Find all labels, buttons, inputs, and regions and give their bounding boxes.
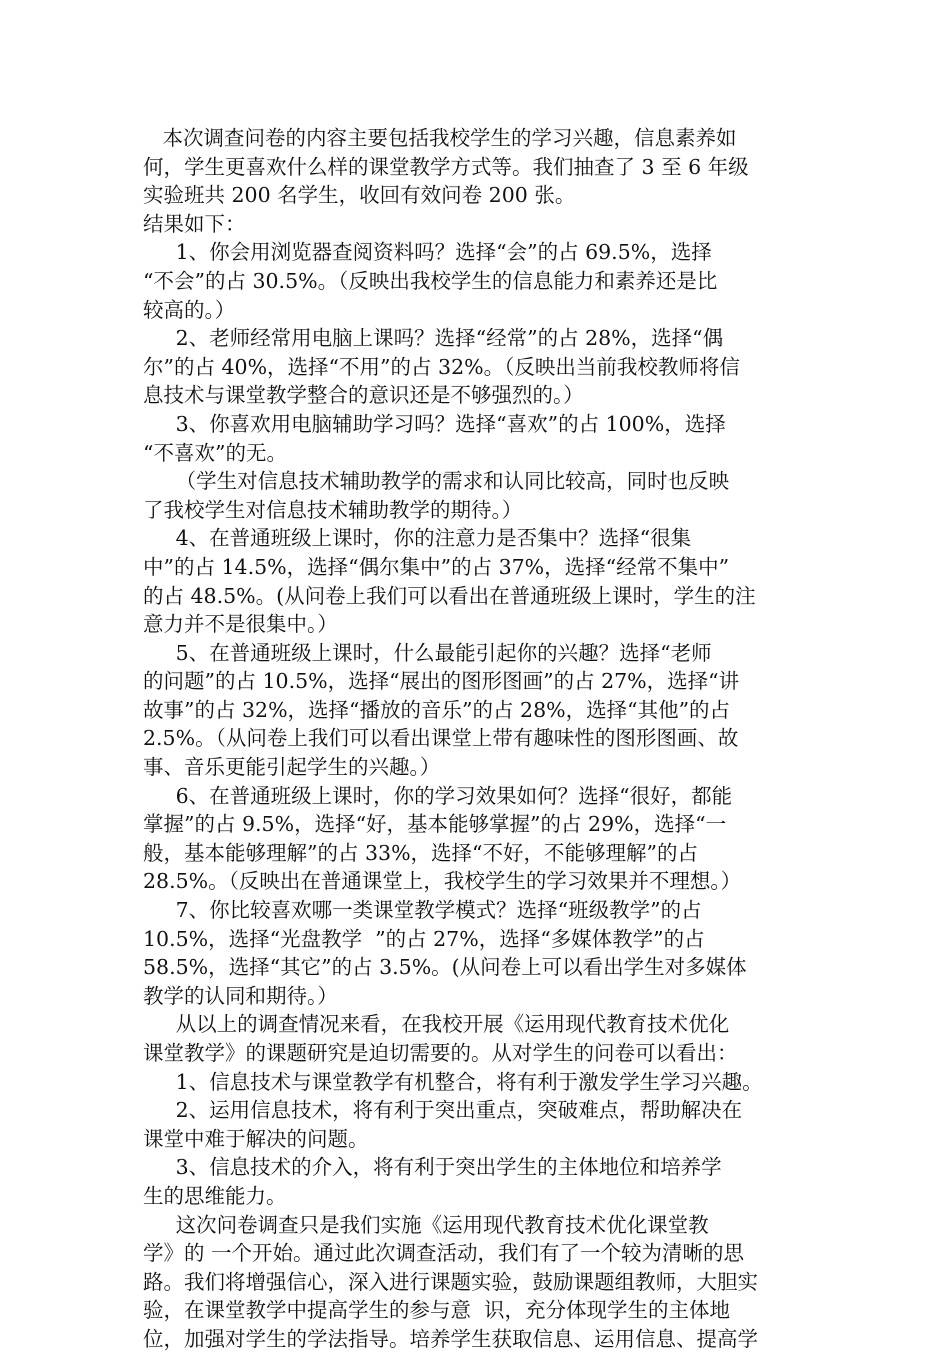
text-line: 的占 48.5%。(从问卷上我们可以看出在普通班级上课时，学生的注 <box>143 583 756 608</box>
text-line: 课堂教学》的课题研究是迫切需要的。从对学生的问卷可以看出： <box>143 1041 738 1065</box>
text-line: 7、你比较喜欢哪一类课堂教学模式？选择“班级教学”的占 <box>143 898 702 923</box>
text-line: 息技术与课堂教学整合的意识还是不够强烈的。） <box>143 383 584 408</box>
text-line: 故事”的占 32%，选择“播放的音乐”的占 28%，选择“其他”的占 <box>143 697 731 722</box>
text-line: 本次调查问卷的内容主要包括我校学生的学习兴趣，信息素养如 <box>143 126 737 150</box>
text-line: “不喜欢”的无。 <box>143 440 287 465</box>
text-line: 般，基本能够理解”的占 33%，选择“不好，不能够理解”的占 <box>143 840 699 865</box>
text-line: 结果如下： <box>143 211 246 236</box>
text-line: 位，加强对学生的学法指导。培养学生获取信息、运用信息、提高学 <box>143 1326 758 1351</box>
text-line: 6、在普通班级上课时，你的学习效果如何？选择“很好，都能 <box>143 783 733 808</box>
text-line: 28.5%。（反映出在普通课堂上，我校学生的学习效果并不理想。） <box>143 869 742 894</box>
text-line: 较高的。） <box>143 297 236 322</box>
text-line: 验，在课堂教学中提高学生的参与意 识，充分体现学生的主体地 <box>143 1298 731 1323</box>
text-line: 2.5%。（从问卷上我们可以看出课堂上带有趣味性的图形图画、故 <box>143 726 739 751</box>
document-body <box>143 124 823 1354</box>
text-line: 课堂中难于解决的问题。 <box>143 1126 369 1151</box>
text-line: （学生对信息技术辅助教学的需求和认同比较高，同时也反映 <box>143 469 730 494</box>
text-line: 5、在普通班级上课时，什么最能引起你的兴趣？选择“老师 <box>143 640 712 665</box>
text-line: 这次问卷调查只是我们实施《运用现代教育技术优化课堂教 <box>143 1212 709 1237</box>
text-line: 事、音乐更能引起学生的兴趣。） <box>143 755 441 780</box>
text-line: 的问题”的占 10.5%，选择“展出的图形图画”的占 27%，选择“讲 <box>143 669 740 694</box>
text-line: 路。我们将增强信心，深入进行课题实验，鼓励课题组教师，大胆实 <box>143 1269 758 1294</box>
text-line: 10.5%，选择“光盘教学 ”的占 27%，选择“多媒体教学”的占 <box>143 926 705 951</box>
text-line: 中”的占 14.5%，选择“偶尔集中”的占 37%，选择“经常不集中” <box>143 554 730 579</box>
text-line: 掌握”的占 9.5%，选择“好，基本能够掌握”的占 29%，选择“一 <box>143 812 727 837</box>
text-line: 教学的认同和期待。） <box>143 983 338 1008</box>
text-line: 2、老师经常用电脑上课吗？选择“经常”的占 28%，选择“偶 <box>143 326 724 351</box>
text-line: 1、信息技术与课堂教学有机整合，将有利于激发学生学习兴趣。 <box>143 1069 763 1094</box>
text-line: 实验班共 200 名学生，收回有效问卷 200 张。 <box>143 183 576 208</box>
text-line: 了我校学生对信息技术辅助教学的期待。） <box>143 497 523 522</box>
text-line: 58.5%，选择“其它”的占 3.5%。(从问卷上可以看出学生对多媒体 <box>143 955 747 980</box>
text-line: 生的思维能力。 <box>143 1183 287 1208</box>
text-line: 何，学生更喜欢什么样的课堂教学方式等。我们抽查了 3 至 6 年级 <box>143 154 749 179</box>
text-line: 从以上的调查情况来看，在我校开展《运用现代教育技术优化 <box>143 1012 730 1037</box>
text-line: 3、信息技术的介入，将有利于突出学生的主体地位和培养学 <box>143 1155 722 1180</box>
text-line: 4、在普通班级上课时，你的注意力是否集中？选择“很集 <box>143 526 692 551</box>
text-line: 学》的 一个开始。通过此次调查活动，我们有了一个较为清晰的思 <box>143 1241 745 1266</box>
text-line: 尔”的占 40%，选择“不用”的占 32%。（反映出当前我校教师将信 <box>143 354 740 379</box>
text-line: 3、你喜欢用电脑辅助学习吗？选择“喜欢”的占 100%，选择 <box>143 411 726 436</box>
text-line: 1、你会用浏览器查阅资料吗？选择“会”的占 69.5%，选择 <box>143 240 712 265</box>
text-line: 意力并不是很集中。） <box>143 612 338 637</box>
text-line: “不会”的占 30.5%。（反映出我校学生的信息能力和素养还是比 <box>143 268 718 293</box>
text-line: 2、运用信息技术，将有利于突出重点，突破难点，帮助解决在 <box>143 1098 743 1123</box>
